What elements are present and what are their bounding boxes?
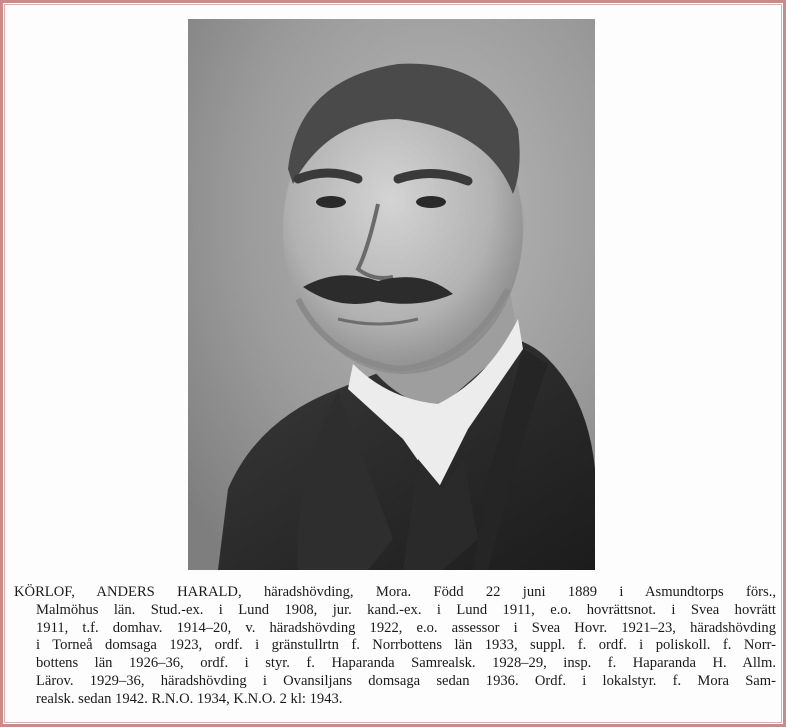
caption-line: Malmöhus län. Stud.-ex. i Lund 1908, jur. kand.-ex. i Lund 1911, e.o. hovrättsnot. i Svea hovrätt xyxy=(36,601,776,618)
caption-line: i Torneå domsaga 1923, ordf. i gränstullrtn f. Norrbottens län 1933, suppl. f. ordf. i poliskoll. f. Norr- xyxy=(36,637,776,654)
caption-line: KÖRLOF, ANDERS HARALD, häradshövding, Mora. Född 22 juni 1889 i Asmundtorps förs., xyxy=(14,584,776,600)
caption-line: 1911, t.f. domhav. 1914–20, v. häradshövding 1922, e.o. assessor i Svea Hovr. 1921–23, häradshövding xyxy=(36,619,776,636)
caption-line: bottens län 1926–36, ordf. i styr. f. Haparanda Samrealsk. 1928–29, insp. f. Haparanda H. Allm. xyxy=(36,655,776,672)
caption-line: Lärov. 1929–36, häradshövding i Ovansiljans domsaga sedan 1936. Ordf. i lokalstyr. f. Mora Sam- xyxy=(36,672,776,689)
biography-caption xyxy=(14,584,776,709)
portrait-photo xyxy=(188,19,595,570)
caption-line: realsk. sedan 1942. R.N.O. 1934, K.N.O. 2 kl: 1943. xyxy=(36,690,343,707)
